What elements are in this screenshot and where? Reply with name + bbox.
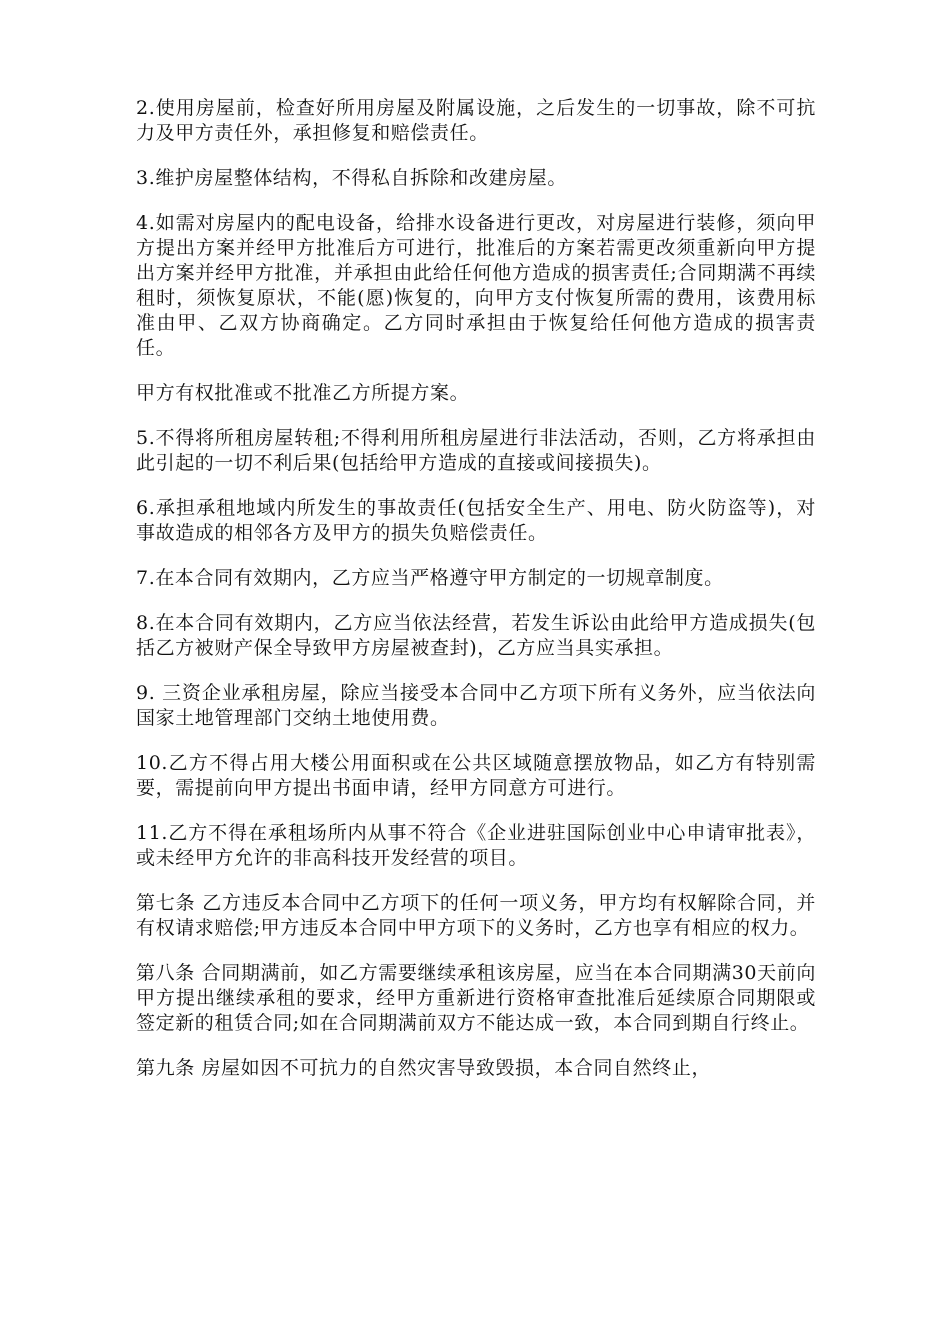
clause-7-paragraph: 7.在本合同有效期内，乙方应当严格遵守甲方制定的一切规章制度。 — [136, 567, 724, 589]
clause-3-paragraph: 3.维护房屋整体结构，不得私自拆除和改建房屋。 — [136, 167, 567, 189]
clause-9-paragraph: 9. 三资企业承租房屋，除应当接受本合同中乙方项下所有义务外，应当依法向国家土地管理部门交纳土地使用费。 — [136, 682, 816, 729]
document-body — [136, 96, 816, 1101]
clause-5-paragraph: 5.不得将所租房屋转租;不得利用所租房屋进行非法活动，否则，乙方将承担由此引起的一切不利后果(包括给甲方造成的直接或间接损失)。 — [136, 427, 816, 474]
clause-10-paragraph: 10.乙方不得占用大楼公用面积或在公共区域随意摆放物品，如乙方有特别需要，需提前向甲方提出书面申请，经甲方同意方可进行。 — [136, 752, 816, 799]
article-8-paragraph: 第八条 合同期满前，如乙方需要继续承租该房屋，应当在本合同期满30天前向甲方提出继续承租的要求，经甲方重新进行资格审查批准后延续原合同期限或签定新的租赁合同;如在合同期满前双方不能达成一致，本合同到期自行终止。 — [136, 962, 816, 1034]
approval-right-paragraph: 甲方有权批准或不批准乙方所提方案。 — [136, 382, 470, 404]
article-7-paragraph: 第七条 乙方违反本合同中乙方项下的任何一项义务，甲方均有权解除合同，并有权请求赔偿;甲方违反本合同中甲方项下的义务时，乙方也享有相应的权力。 — [136, 892, 816, 939]
clause-8-paragraph: 8.在本合同有效期内，乙方应当依法经营，若发生诉讼由此给甲方造成损失(包括乙方被财产保全导致甲方房屋被查封)，乙方应当具实承担。 — [136, 612, 816, 659]
clause-6-paragraph: 6.承担承租地域内所发生的事故责任(包括安全生产、用电、防火防盗等)，对事故造成的相邻各方及甲方的损失负赔偿责任。 — [136, 497, 816, 544]
clause-11-paragraph: 11.乙方不得在承租场所内从事不符合《企业进驻国际创业中心申请审批表》，或未经甲方允许的非高科技开发经营的项目。 — [136, 822, 816, 869]
clause-2-paragraph: 2.使用房屋前，检查好所用房屋及附属设施，之后发生的一切事故，除不可抗力及甲方责任外，承担修复和赔偿责任。 — [136, 97, 816, 144]
clause-4-paragraph: 4.如需对房屋内的配电设备，给排水设备进行更改，对房屋进行装修，须向甲方提出方案并经甲方批准后方可进行，批准后的方案若需更改须重新向甲方提出方案并经甲方批准，并承担由此给任何他方造成的损害责任;合同期满不再续租时，须恢复原状，不能(愿)恢复的，向甲方支付恢复所需的费用，该费用标准由甲、乙双方协商确定。乙方同时承担由于恢复给任何他方造成的损害责任。 — [136, 212, 816, 359]
article-9-paragraph: 第九条 房屋如因不可抗力的自然灾害导致毁损，本合同自然终止， — [136, 1057, 712, 1079]
